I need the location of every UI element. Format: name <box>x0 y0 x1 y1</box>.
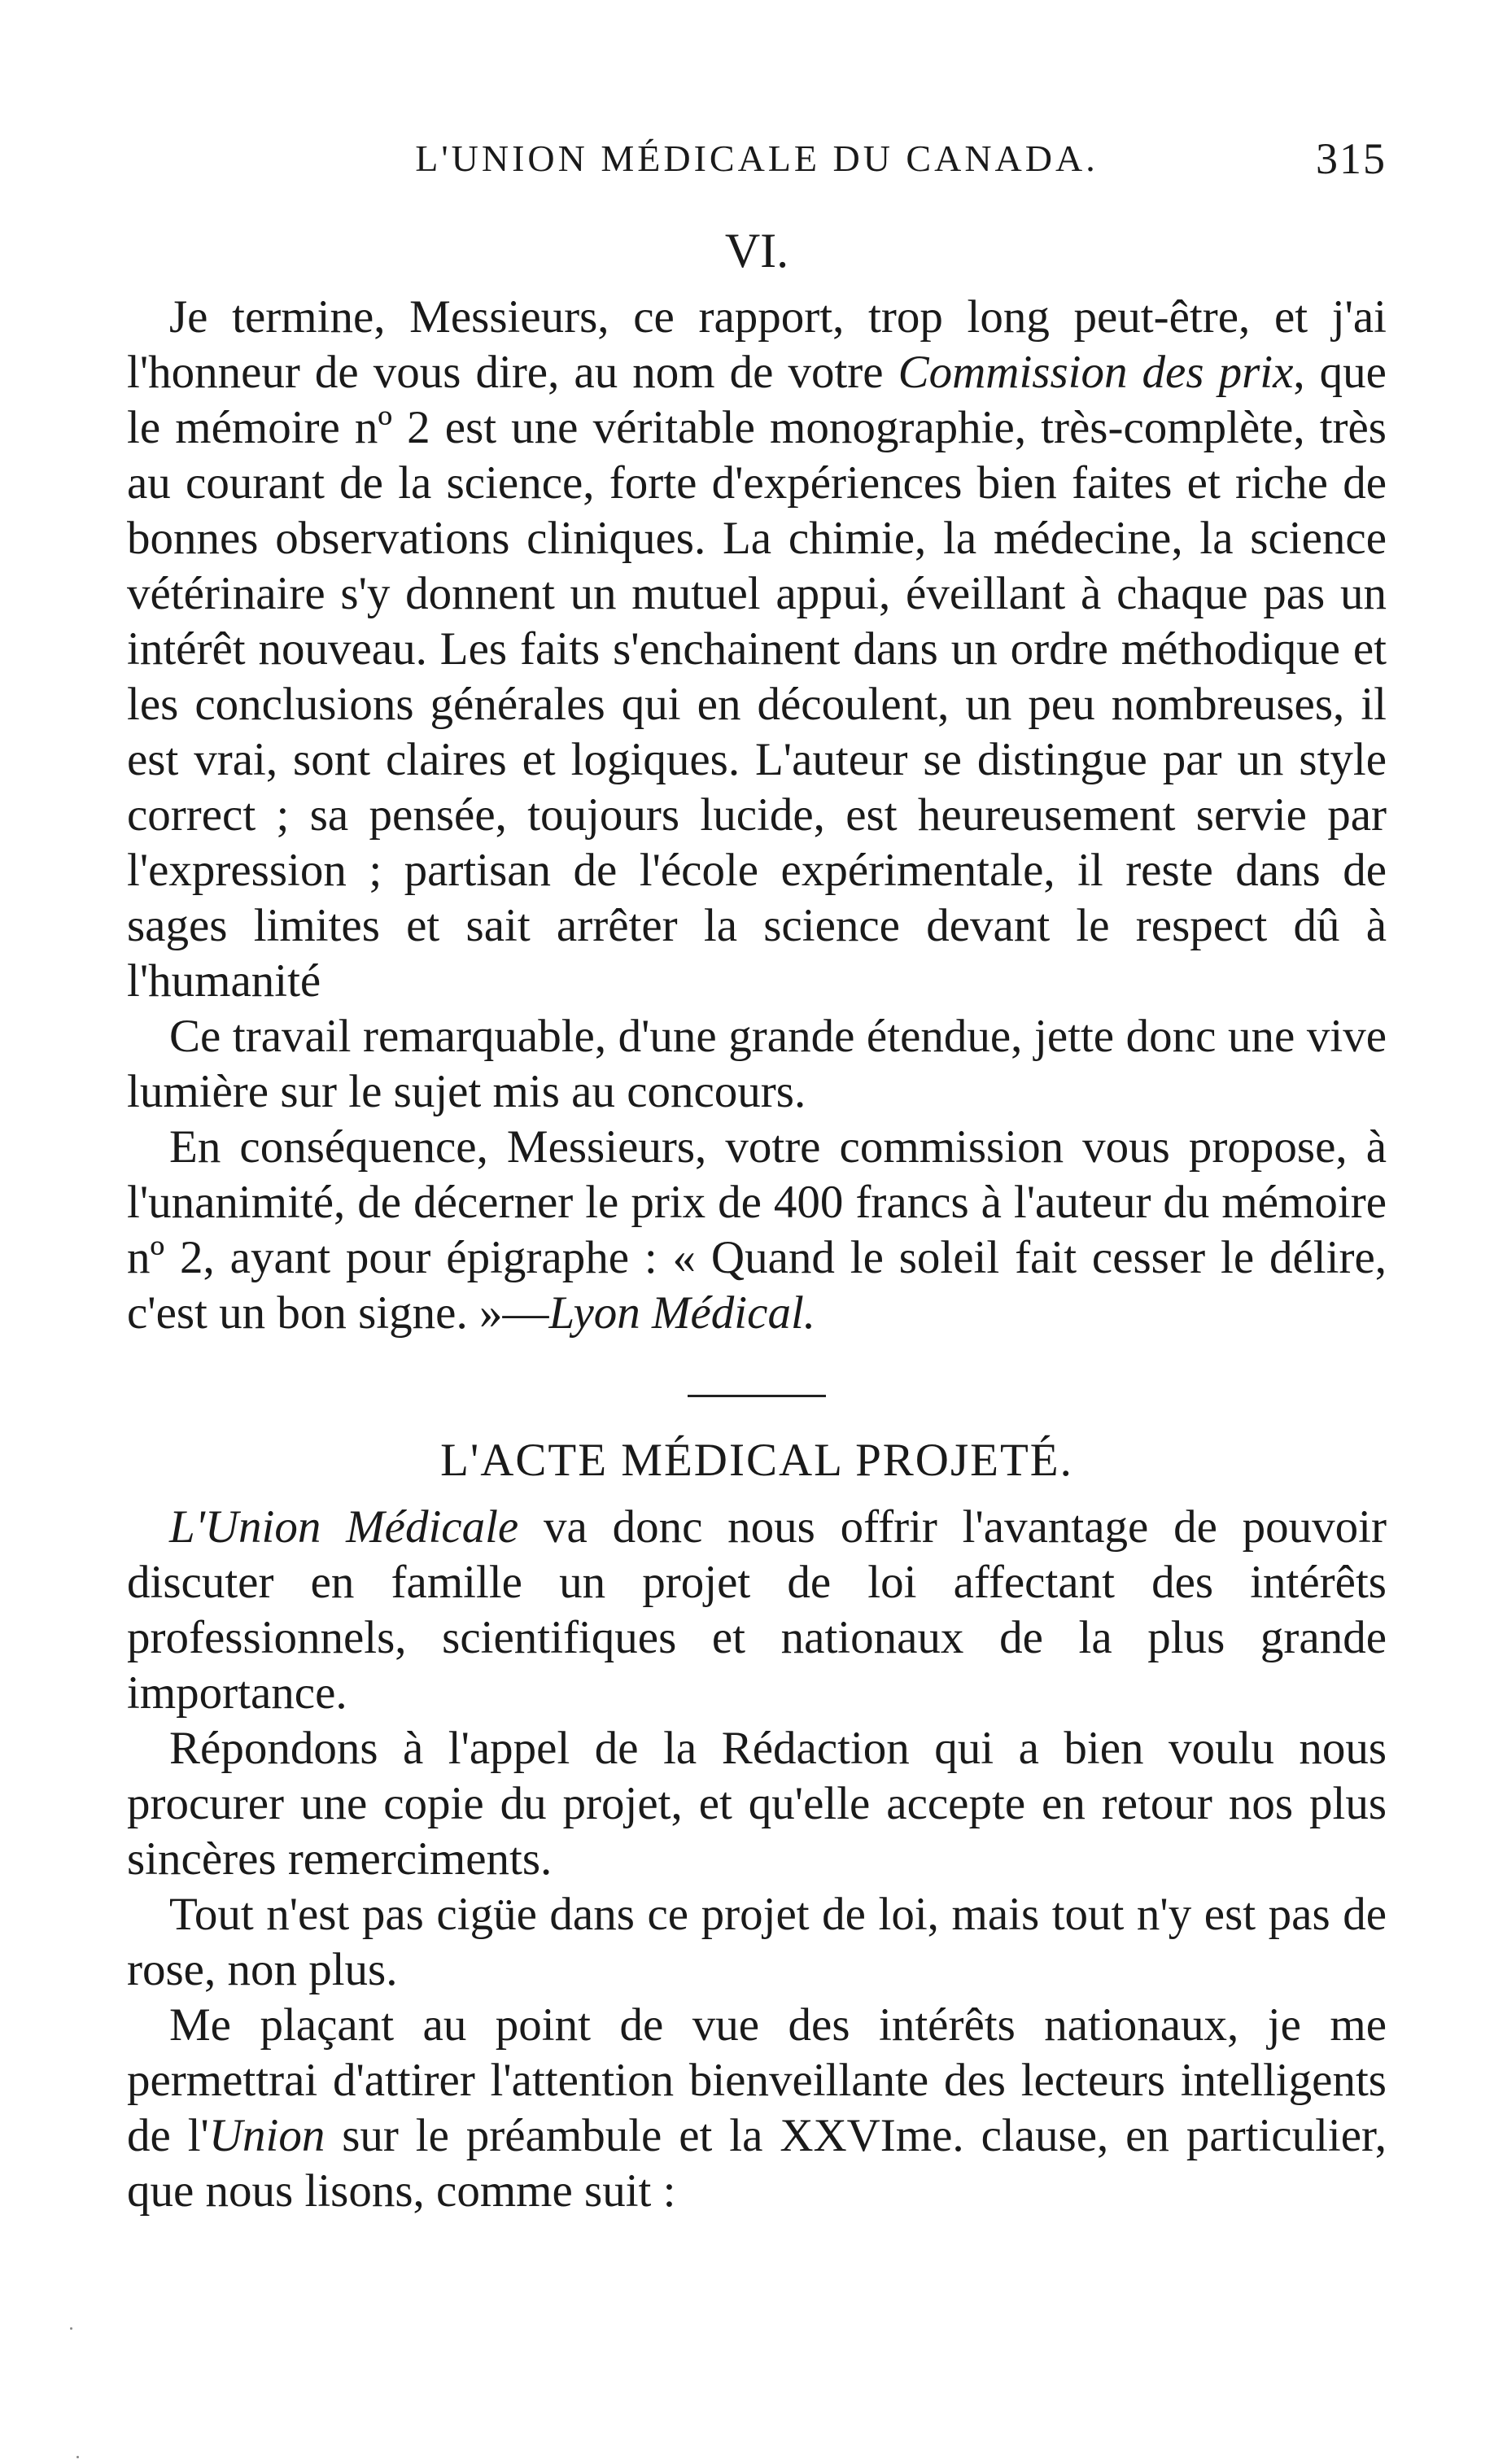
journal-name: L'Union Médicale <box>169 1501 519 1553</box>
paragraph-prize-award <box>127 1120 1387 1341</box>
page-number: 315 <box>1316 134 1387 183</box>
paragraph-remarkable-work: Ce travail remarquable, d'une grande étendue, jette donc une vive lumière sur le sujet mis au concours. <box>127 1011 1387 1117</box>
text-run: sur le préambule et la XXVIme. clause, en particulier, que nous lisons, comme suit : <box>127 2110 1387 2217</box>
running-title: L'UNION MÉDICALE DU CANADA. <box>415 138 1099 179</box>
text-run: Je termine, Messieurs, ce rapport, trop long peut-être, et j'ai l'honneur de vous dire, au nom de votre <box>127 291 1387 398</box>
document-page <box>127 122 1387 2219</box>
commission-name: Commission des prix <box>898 347 1294 398</box>
section-number: VI. <box>724 224 789 277</box>
paragraph-report-conclusion <box>127 290 1387 1009</box>
text-run: , que le mémoire nº 2 est une véritable monographie, très-complète, très au courant de la science, forte d'expériences bien faites et riche de bonnes observations cliniques. La chimie, la médecine, la science vétérinaire s'y donnent un mutuel appui, éveillant à chaque pas un intérêt nouveau. Les faits s'enchainent dans un ordre méthodique et les conclusions générales qui en découlent, un peu nombreuses, il est vrai, sont claires et logiques. L'auteur se distingue par un style correct ; sa pensée, toujours lucide, est heureusement servie par l'expression ; partisan de l'école expérimentale, il reste dans de sages limites et sait arrêter la science devant le respect dû à l'humanité <box>127 347 1387 1007</box>
paragraph-national-interests <box>127 1998 1387 2219</box>
text-run: En conséquence, Messieurs, votre commission vous propose, à l'unanimité, de décerner le prix de 400 francs à l'auteur du mémoire nº 2, ayant pour épigraphe : « Quand le soleil fait cesser le délire, c'est un bon signe. »— <box>127 1121 1387 1339</box>
text-run: Me plaçant au point de vue des intérêts nationaux, je me permettrai d'attirer l'attention bienveillante des lecteurs intelligents de l' <box>127 1999 1387 2161</box>
article-title: L'ACTE MÉDICAL PROJETÉ. <box>440 1435 1073 1486</box>
journal-name: Union <box>208 2110 325 2161</box>
paragraph-cigue: Tout n'est pas cigüe dans ce projet de loi, mais tout n'y est pas de rose, non plus. <box>127 1889 1387 1995</box>
scan-speck <box>76 2456 79 2458</box>
source-citation: Lyon Médical. <box>548 1287 816 1339</box>
paragraph-response: Répondons à l'appel de la Rédaction qui a bien voulu nous procurer une copie du projet, et qu'elle accepte en retour nos plus sincères remerciments. <box>127 1723 1387 1885</box>
section-divider <box>688 1395 826 1397</box>
scan-speck <box>70 2327 72 2330</box>
paragraph-intro <box>127 1500 1387 1721</box>
text-run: va donc nous offrir l'avantage de pouvoir discuter en famille un projet de loi affectant des intérêts professionnels, scientifiques et nationaux de la plus grande importance. <box>127 1501 1387 1719</box>
running-header <box>127 122 1387 195</box>
